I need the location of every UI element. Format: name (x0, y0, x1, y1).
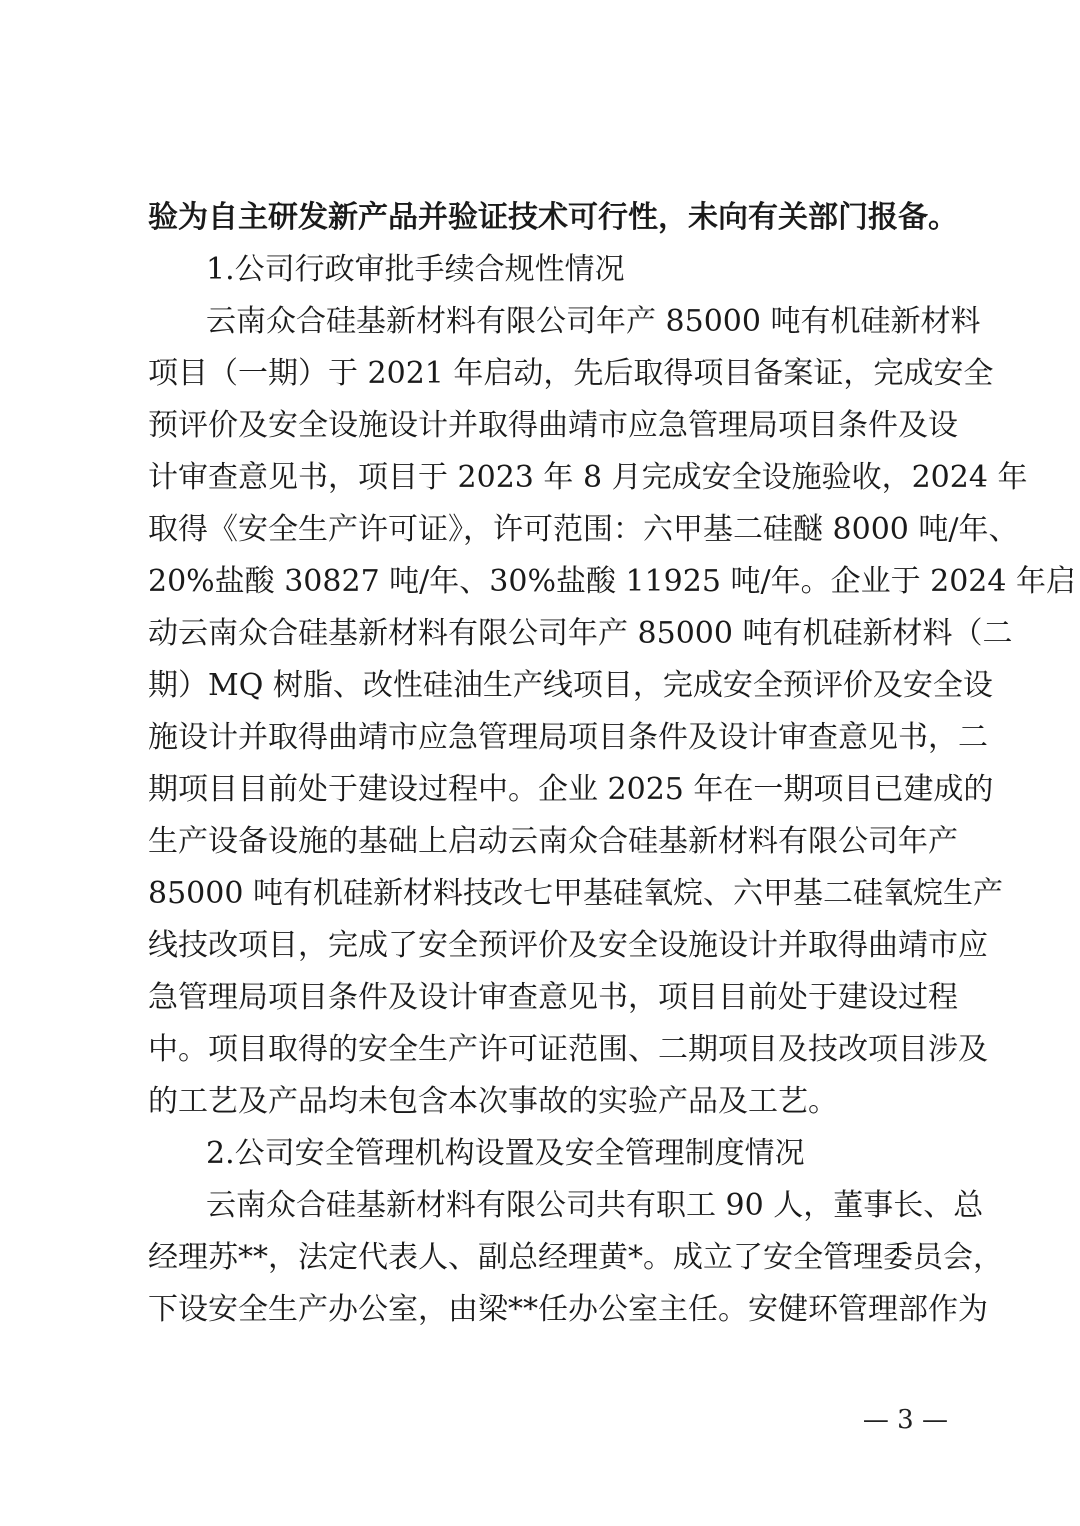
text-line: 云南众合硅基新材料有限公司共有职工 90 人，董事长、总 (206, 1188, 984, 1223)
text-line: 中。项目取得的安全生产许可证范围、二期项目及技改项目涉及 (148, 1032, 988, 1067)
text-line: 经理苏**，法定代表人、副总经理黄*。成立了安全管理委员会， (148, 1240, 1003, 1275)
text-line: 期）MQ 树脂、改性硅油生产线项目，完成安全预评价及安全设 (148, 668, 993, 703)
text-line: 云南众合硅基新材料有限公司年产 85000 吨有机硅新材料 (206, 304, 981, 339)
text-line: 急管理局项目条件及设计审查意见书，项目目前处于建设过程 (148, 980, 958, 1015)
text-line: 验为自主研发新产品并验证技术可行性，未向有关部门报备。 (148, 200, 958, 235)
section-heading-2: 2.公司安全管理机构设置及安全管理制度情况 (206, 1136, 805, 1171)
text-line: 动云南众合硅基新材料有限公司年产 85000 吨有机硅新材料（二 (148, 616, 1013, 651)
text-line: 的工艺及产品均未包含本次事故的实验产品及工艺。 (148, 1084, 838, 1119)
text-line: 20%盐酸 30827 吨/年、30%盐酸 11925 吨/年。企业于 2024 年启 (148, 564, 1077, 599)
text-line: 取得《安全生产许可证》，许可范围：六甲基二硅醚 8000 吨/年、 (148, 512, 1019, 547)
text-line: 期项目目前处于建设过程中。企业 2025 年在一期项目已建成的 (148, 772, 994, 807)
section-heading-1: 1.公司行政审批手续合规性情况 (206, 252, 625, 287)
text-line: 项目（一期）于 2021 年启动，先后取得项目备案证，完成安全 (148, 356, 994, 391)
text-line: 85000 吨有机硅新材料技改七甲基硅氧烷、六甲基二硅氧烷生产 (148, 876, 1003, 911)
text-line: 计审查意见书，项目于 2023 年 8 月完成安全设施验收，2024 年 (148, 460, 1028, 495)
text-line: 线技改项目，完成了安全预评价及安全设施设计并取得曲靖市应 (148, 928, 988, 963)
text-line: 下设安全生产办公室，由梁**任办公室主任。安健环管理部作为 (148, 1292, 988, 1327)
text-line: 生产设备设施的基础上启动云南众合硅基新材料有限公司年产 (148, 824, 958, 859)
text-line: 施设计并取得曲靖市应急管理局项目条件及设计审查意见书，二 (148, 720, 988, 755)
text-line: 预评价及安全设施设计并取得曲靖市应急管理局项目条件及设 (148, 408, 958, 443)
page-number: — 3 — (862, 1405, 948, 1435)
